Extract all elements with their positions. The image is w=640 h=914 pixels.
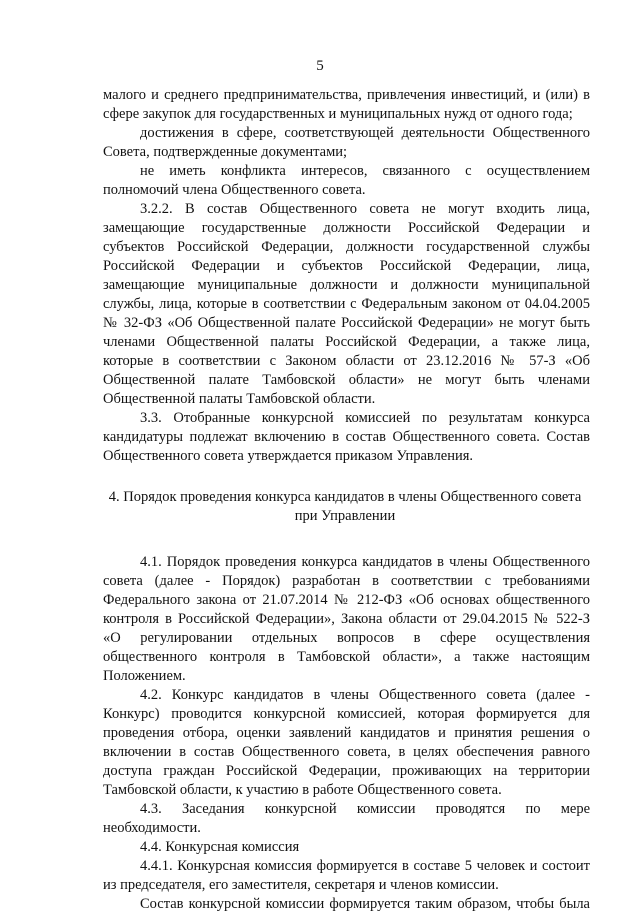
page-number: 5 [316, 58, 324, 74]
text-line: службы, лица, которые в соответствии с Федеральным законом от 04.04.2005 [103, 296, 590, 312]
text-line: сфере закупок для государственных и муниципальных нужд от одного года; [103, 106, 573, 122]
text-line: 4.2. Конкурс кандидатов в члены Общественного совета (далее - [140, 687, 590, 703]
text-line: 3.3. Отобранные конкурсной комиссией по результатам конкурса [140, 410, 590, 426]
text-line: 4.4.1. Конкурсная комиссия формируется в составе 5 человек и состоит [140, 858, 590, 874]
text-line: доступа граждан Российской Федерации, проживающих на территории [103, 763, 590, 779]
text-line: из председателя, его заместителя, секретаря и членов комиссии. [103, 877, 499, 893]
text-line: полномочий члена Общественного совета. [103, 182, 366, 198]
text-line: необходимости. [103, 820, 201, 836]
text-line: членами Общественной палаты Российской Федерации, а также лица, [103, 334, 590, 350]
text-line: «О регулировании отдельных вопросов в сфере осуществления [103, 630, 590, 646]
text-line: контроля в Российской Федерации», Закона области от 29.04.2015 № 522-З [103, 611, 590, 627]
text-line: кандидатуры подлежат включению в состав Общественного совета. Состав [103, 429, 590, 445]
text-line: субъектов Российской Федерации, должности государственной службы [103, 239, 590, 255]
text-line: № 32-ФЗ «Об Общественной палате Российской Федерации» не могут быть [103, 315, 590, 331]
text-line: не иметь конфликта интересов, связанного с осуществлением [140, 163, 590, 179]
text-line: Российской Федерации и субъектов Российской Федерации, лица, [103, 258, 590, 274]
section-heading: при Управлении [294, 508, 396, 524]
text-line: Общественной палате Тамбовской области» не могут быть членами [103, 372, 590, 388]
text-line: Общественной палаты Тамбовской области. [103, 391, 376, 407]
text-line: Федерального закона от 21.07.2014 № 212-ФЗ «Об основах общественного [103, 592, 590, 608]
text-line: 4.1. Порядок проведения конкурса кандидатов в члены Общественного [140, 554, 590, 570]
text-line: 3.2.2. В состав Общественного совета не могут входить лица, [140, 201, 590, 217]
text-line: 4.4. Конкурсная комиссия [140, 839, 300, 855]
text-line: Совета, подтвержденные документами; [103, 144, 348, 160]
text-line: замещающие муниципальные должности и должности муниципальной [103, 277, 590, 293]
text-line: Конкурс) проводится конкурсной комиссией, которая формируется для [103, 706, 590, 722]
text-line: Положением. [103, 668, 186, 684]
text-line: Общественного совета утверждается приказом Управления. [103, 448, 474, 464]
text-line: совета (далее - Порядок) разработан в соответствии с требованиями [103, 573, 590, 589]
text-line: включении в состав Общественного совета, в целях обеспечения равного [103, 744, 590, 760]
text-line: проведения отбора, оценки заявлений кандидатов и принятия решения о [103, 725, 590, 741]
text-line: которые в соответствии с Законом области от 23.12.2016 № 57-З «Об [103, 353, 590, 369]
text-line: замещающие государственные должности Российской Федерации и [103, 220, 590, 236]
text-line: малого и среднего предпринимательства, привлечения инвестиций, и (или) в [103, 87, 590, 103]
text-line: Состав конкурсной комиссии формируется таким образом, чтобы была [140, 896, 590, 912]
text-line: достижения в сфере, соответствующей деятельности Общественного [140, 125, 590, 141]
section-heading: 4. Порядок проведения конкурса кандидатов в члены Общественного совета [108, 489, 582, 505]
text-line: 4.3. Заседания конкурсной комиссии проводятся по мере [140, 801, 590, 817]
text-line: Тамбовской области, к участию в работе Общественного совета. [103, 782, 502, 798]
text-line: общественного контроля в Тамбовской области», а также настоящим [103, 649, 590, 665]
